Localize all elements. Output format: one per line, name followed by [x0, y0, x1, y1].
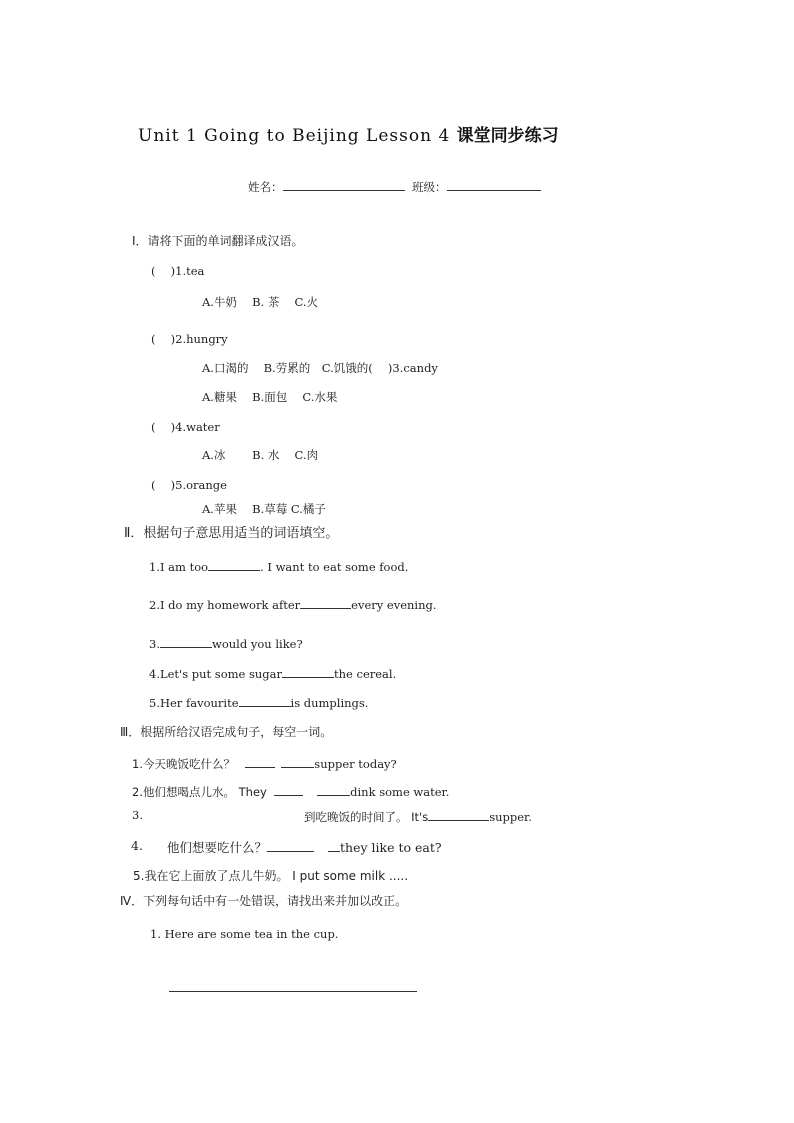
s2-q5-after: is dumplings. — [290, 696, 369, 710]
s3-q3-number: 3. — [132, 808, 143, 822]
s3-q4 — [167, 838, 442, 856]
s3-q3-blank[interactable] — [428, 808, 489, 821]
section-2-heading: Ⅱ．根据句子意思用适当的词语填空。 — [124, 526, 339, 541]
s3-q4-number: 4. — [131, 838, 143, 853]
s3-q3 — [304, 808, 532, 825]
s2-q1-blank[interactable] — [208, 558, 260, 571]
s3-q1 — [132, 755, 397, 772]
s3-q4-chinese: 他们想要吃什么？ — [167, 840, 268, 855]
s3-q4-blank-2[interactable] — [328, 839, 340, 852]
name-blank[interactable] — [283, 178, 405, 191]
s1-q5-options: A.苹果 B.草莓 C.橘子 — [202, 502, 326, 516]
s2-q2-before: 2.I do my homework after — [149, 598, 301, 612]
section-4-heading: Ⅳ．下列每句话中有一处错误，请找出来并加以改正。 — [120, 894, 408, 908]
name-field[interactable] — [248, 178, 405, 195]
class-label: 班级： — [412, 180, 447, 194]
s1-q1-stem: ( )1.tea — [151, 264, 205, 278]
s3-q1-blank-2[interactable] — [281, 755, 314, 768]
s2-q2 — [149, 596, 437, 612]
s4-q1-answer-line[interactable] — [169, 991, 417, 992]
s3-q3-chinese: 到吃晚饭的时间了。 It's — [304, 810, 429, 824]
section-1-heading: Ⅰ．请将下面的单词翻译成汉语。 — [132, 234, 304, 248]
s2-q3-before: 3. — [149, 637, 160, 651]
s1-q4-stem: ( )4.water — [151, 420, 220, 434]
s3-q2-blank-2[interactable] — [317, 783, 350, 796]
s3-q2 — [132, 783, 449, 800]
name-label: 姓名： — [248, 180, 283, 194]
s4-q1: 1. Here are some tea in the cup. — [150, 927, 339, 941]
s3-q1-after: supper today? — [314, 757, 397, 771]
s2-q4 — [149, 665, 396, 681]
title-english: Unit 1 Going to Beijing Lesson 4 — [138, 126, 451, 146]
s2-q1-before: 1.I am too — [149, 560, 209, 574]
s1-q2-options: A.口渴的 B.劳累的 C.饥饿的( )3.candy — [202, 361, 438, 375]
s2-q4-blank[interactable] — [282, 665, 334, 678]
s2-q5-blank[interactable] — [239, 694, 291, 707]
s1-q3-options: A.糖果 B.面包 C.水果 — [202, 390, 338, 404]
s2-q4-after: the cereal. — [334, 667, 397, 681]
page-title — [138, 121, 559, 146]
s3-q4-blank-1[interactable] — [267, 839, 314, 852]
s2-q5-before: 5.Her favourite — [149, 696, 239, 710]
s2-q3-blank[interactable] — [160, 635, 212, 648]
title-chinese: 课堂同步练习 — [456, 126, 559, 146]
section-3-heading: Ⅲ．根据所给汉语完成句子，每空一词。 — [120, 725, 333, 739]
s3-q1-blank-1[interactable] — [245, 755, 275, 768]
s3-q3-after: supper. — [489, 810, 532, 824]
s1-q2-stem: ( )2.hungry — [151, 332, 228, 346]
s1-q4-options: A.冰 B. 水 C.肉 — [202, 448, 319, 462]
s3-q5: 5.我在它上面放了点儿牛奶。 I put some milk ..... — [133, 869, 409, 883]
s1-q5-stem: ( )5.orange — [151, 478, 227, 492]
class-field[interactable] — [412, 178, 541, 195]
s2-q1 — [149, 558, 408, 574]
s1-q1-options: A.牛奶 B. 茶 C.火 — [202, 295, 319, 309]
s2-q1-after: . I want to eat some food. — [260, 560, 409, 574]
s2-q3 — [149, 635, 303, 651]
class-blank[interactable] — [447, 178, 541, 191]
s3-q2-after: dink some water. — [350, 785, 450, 799]
s3-q1-chinese: 1.今天晚饭吃什么？ — [132, 757, 235, 771]
s2-q4-before: 4.Let's put some sugar — [149, 667, 283, 681]
s3-q2-chinese: 2.他们想喝点儿水。 They — [132, 785, 267, 799]
s2-q5 — [149, 694, 368, 710]
s2-q2-blank[interactable] — [300, 596, 351, 609]
s3-q4-after: they like to eat? — [340, 840, 442, 855]
s3-q2-blank-1[interactable] — [274, 783, 303, 796]
s2-q2-after: every evening. — [351, 598, 437, 612]
s2-q3-after: would you like? — [211, 637, 303, 651]
